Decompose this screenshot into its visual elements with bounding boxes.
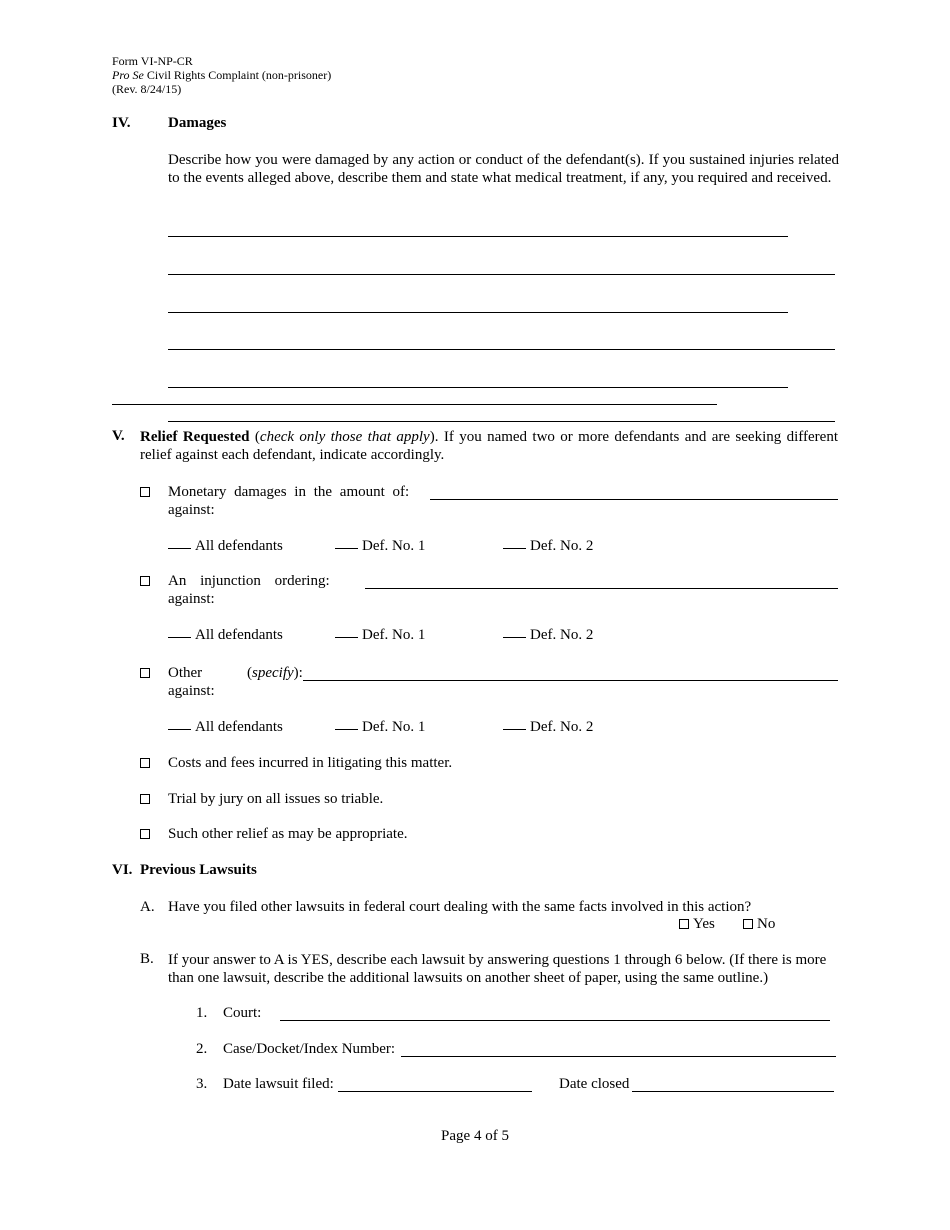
section-vi-heading: Previous Lawsuits	[140, 862, 257, 878]
form-id: Form VI-NP-CR	[112, 54, 193, 68]
section-iv-number: IV.	[112, 115, 131, 131]
section-vi-number: VI.	[112, 862, 133, 878]
question-b-marker: B.	[140, 951, 154, 967]
case-number-input-line[interactable]	[401, 1056, 836, 1057]
relief-check-note: check only those that apply	[259, 429, 430, 445]
relief-intro-rest: ). If you named two or more defendants and are seeking different relief against each defendant, indicate accordingly.	[140, 429, 838, 463]
jury-label: Trial by jury on all issues so triable.	[168, 791, 384, 807]
damages-answer-line-2[interactable]	[168, 274, 835, 275]
section-v-heading: Relief Requested	[140, 429, 250, 445]
damages-description: Describe how you were damaged by any action or conduct of the defendant(s). If you sustained injuries related to the events alleged above, describe them and state what medical treatment, if any, you required and received.	[168, 152, 839, 186]
form-revision: (Rev. 8/24/15)	[112, 82, 182, 96]
item-3-number: 3.	[196, 1076, 208, 1092]
yes-checkbox[interactable]	[679, 919, 689, 929]
monetary-checkbox[interactable]	[140, 487, 150, 497]
monetary-against-label: against:	[168, 502, 215, 518]
injunction-opt-def1[interactable]: Def. No. 1	[335, 627, 425, 644]
other-label: Other	[168, 665, 203, 681]
monetary-opt-all[interactable]: All defendants	[168, 538, 283, 555]
court-input-line[interactable]	[280, 1020, 830, 1021]
no-checkbox[interactable]	[743, 919, 753, 929]
other-against-label: against:	[168, 683, 215, 699]
no-label: No	[757, 916, 776, 932]
damages-answer-line-7[interactable]	[168, 421, 835, 422]
monetary-label: Monetary damages in the amount of:	[168, 484, 410, 500]
injunction-opt-def2[interactable]: Def. No. 2	[503, 627, 593, 644]
form-title-rest: Civil Rights Complaint (non-prisoner)	[143, 68, 332, 82]
other-relief-checkbox[interactable]	[140, 829, 150, 839]
item-1-label: Court:	[223, 1005, 262, 1021]
injunction-opt-all[interactable]: All defendants	[168, 627, 283, 644]
other-specify-italic: specify	[252, 665, 294, 681]
other-checkbox[interactable]	[140, 668, 150, 678]
damages-answer-line-1[interactable]	[168, 236, 788, 237]
item-1-number: 1.	[196, 1005, 208, 1021]
question-b-text: If your answer to A is YES, describe each lawsuit by answering questions 1 through 6 below. (If there is more than one lawsuit, describe the additional lawsuits on another sheet of paper, using the same outline.)	[168, 952, 827, 986]
injunction-label: An injunction ordering:	[168, 573, 330, 589]
other-specify-label: (specify):	[247, 665, 303, 681]
injunction-line[interactable]	[365, 588, 838, 589]
injunction-checkbox[interactable]	[140, 576, 150, 586]
monetary-opt-def2[interactable]: Def. No. 2	[503, 538, 593, 555]
jury-checkbox[interactable]	[140, 794, 150, 804]
costs-label: Costs and fees incurred in litigating this matter.	[168, 755, 453, 771]
date-closed-input-line[interactable]	[632, 1091, 834, 1092]
question-a-text: Have you filed other lawsuits in federal court dealing with the same facts involved in this action?	[168, 899, 752, 915]
form-title	[112, 68, 331, 82]
section-v-number: V.	[112, 428, 125, 444]
costs-checkbox[interactable]	[140, 758, 150, 768]
damages-answer-line-4[interactable]	[168, 349, 835, 350]
yes-option[interactable]	[679, 916, 715, 933]
injunction-against-label: against:	[168, 591, 215, 607]
date-filed-input-line[interactable]	[338, 1091, 532, 1092]
form-title-pro-se: Pro Se	[112, 68, 144, 82]
damages-answer-line-6[interactable]	[112, 404, 717, 405]
date-closed-label: Date closed	[559, 1076, 630, 1092]
question-a-marker: A.	[140, 899, 155, 915]
item-3-label: Date lawsuit filed:	[223, 1076, 334, 1092]
relief-paren-open: (	[249, 429, 260, 445]
page-number: Page 4 of 5	[441, 1128, 509, 1144]
item-2-label: Case/Docket/Index Number:	[223, 1041, 396, 1057]
other-opt-all[interactable]: All defendants	[168, 719, 283, 736]
monetary-opt-def1[interactable]: Def. No. 1	[335, 538, 425, 555]
monetary-amount-line[interactable]	[430, 499, 838, 500]
item-2-number: 2.	[196, 1041, 208, 1057]
damages-answer-line-5[interactable]	[168, 387, 788, 388]
other-relief-label: Such other relief as may be appropriate.	[168, 826, 408, 842]
section-iv-heading: Damages	[168, 115, 227, 131]
relief-intro	[140, 428, 838, 464]
other-opt-def2[interactable]: Def. No. 2	[503, 719, 593, 736]
yes-label: Yes	[693, 916, 715, 932]
other-opt-def1[interactable]: Def. No. 1	[335, 719, 425, 736]
damages-answer-line-3[interactable]	[168, 312, 788, 313]
other-line[interactable]	[303, 680, 838, 681]
no-option[interactable]	[743, 916, 775, 933]
